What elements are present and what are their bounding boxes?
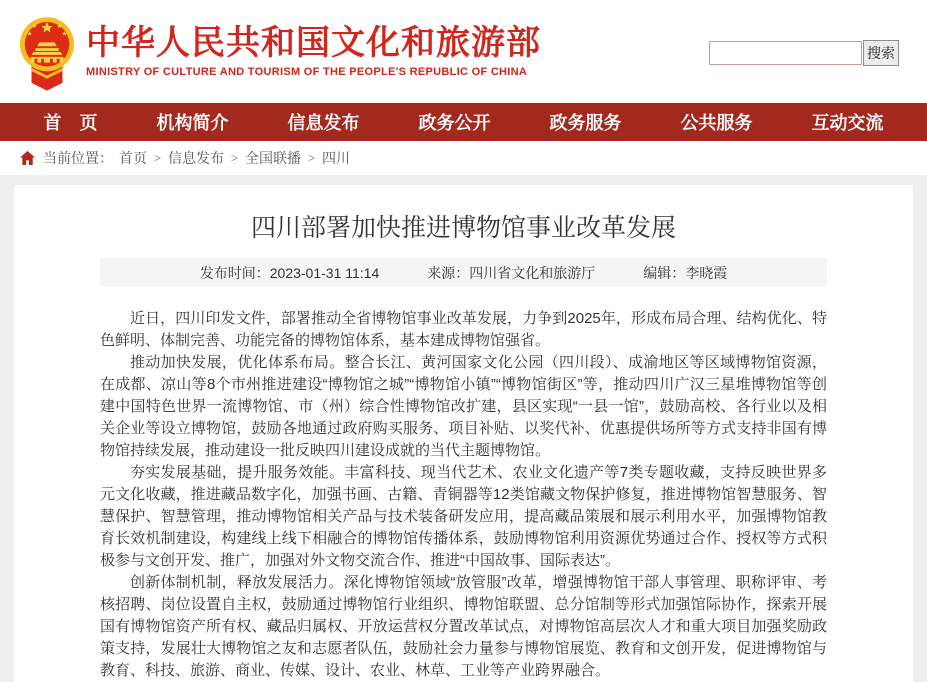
breadcrumb-national-broadcast[interactable]: 全国联播 — [245, 150, 302, 166]
search-box — [709, 40, 899, 66]
breadcrumb-separator: > — [154, 151, 162, 165]
article-inner — [100, 213, 827, 682]
article-paragraph: 夯实发展基础，提升服务效能。丰富科技、现当代艺术、农业文化遗产等7类专题收藏，支持反映世界多元文化收藏，推进藏品数字化，加强书画、古籍、青铜器等12类馆藏文物保护修复，推进博物馆智慧服务、智慧保护、智慧管理，推动博物馆相关产品与技术装备研发应用，提高藏品策展和展示利用水平，加强博物馆教育长效机制建设，构建线上线下相融合的博物馆传播体系，鼓励博物馆利用资源优势通过合作、授权等方式积极参与文创开发、推广，加强对外文物交流合作、推进“中国故事、国际表达”。 — [100, 464, 827, 569]
nav-item-news[interactable]: 信息发布 — [287, 113, 360, 133]
article-source — [427, 263, 595, 283]
breadcrumb-news[interactable]: 信息发布 — [168, 150, 225, 166]
site-header — [0, 0, 927, 103]
publish-time — [200, 263, 380, 283]
nav-item-gov-openness[interactable]: 政务公开 — [418, 113, 491, 133]
nav-item-home[interactable]: 首 页 — [43, 113, 98, 133]
national-emblem-icon — [18, 13, 76, 91]
article-source-value: 四川省文化和旅游厅 — [469, 264, 596, 281]
article-title: 四川部署加快推进博物馆事业改革发展 — [250, 214, 676, 242]
home-icon — [20, 151, 35, 165]
article-editor-label: 编辑： — [643, 264, 686, 281]
article-container — [14, 185, 913, 682]
breadcrumb — [0, 141, 927, 175]
site-logo[interactable] — [18, 13, 541, 91]
breadcrumb-separator: > — [308, 151, 316, 165]
article-paragraph: 创新体制机制，释放发展活力。深化博物馆领域“放管服”改革，增强博物馆干部人事管理、职称评审、考核招聘、岗位设置自主权，鼓励通过博物馆行业组织、博物馆联盟、总分馆制等形式加强馆际协作，探索开展国有博物馆资产所有权、藏品归属权、开放运营权分置改革试点，对博物馆高层次人才和重大项目加强奖励政策支持，发展壮大博物馆之友和志愿者队伍，鼓励社会力量参与博物馆展览、教育和文创开发，促进博物馆与教育、科技、旅游、商业、传媒、设计、农业、林草、工业等产业跨界融合。 — [100, 574, 827, 679]
publish-time-value: 2023-01-31 11:14 — [269, 264, 380, 281]
site-subtitle: MINISTRY OF CULTURE AND TOURISM OF THE PEOPLE'S REPUBLIC OF CHINA — [86, 66, 528, 79]
article-editor — [643, 263, 727, 283]
nav-item-about[interactable]: 机构简介 — [156, 113, 229, 133]
article-paragraph: 推动加快发展，优化体系布局。整合长江、黄河国家文化公园（四川段）、成渝地区等区域博物馆资源，在成都、凉山等8个市州推进建设“博物馆之城”“博物馆小镇”“博物馆街区”等，推动四川广汉三星堆博物馆等创建中国特色世界一流博物馆、市（州）综合性博物馆改扩建，县区实现“一县一馆”，鼓励高校、各行业以及相关企业等设立博物馆，鼓励各地通过政府购买服务、项目补贴、以奖代补、优惠提供场所等方式支持非国有博物馆持续发展，推动建设一批反映四川建设成就的当代主题博物馆。 — [100, 354, 827, 459]
article-editor-value: 李晓霞 — [685, 264, 728, 281]
article-source-label: 来源： — [427, 264, 470, 281]
breadcrumb-separator: > — [231, 151, 239, 165]
search-button[interactable]: 搜索 — [863, 40, 899, 66]
breadcrumb-sichuan[interactable]: 四川 — [322, 150, 351, 166]
publish-time-label: 发布时间： — [199, 264, 270, 281]
article-body — [100, 308, 827, 682]
breadcrumb-label: 当前位置： — [43, 150, 113, 166]
nav-item-public-services[interactable]: 公共服务 — [680, 113, 753, 133]
article-paragraph: 近日，四川印发文件，部署推动全省博物馆事业改革发展，力争到2025年，形成布局合理、结构优化、特色鲜明、体制完善、功能完备的博物馆体系，基本建成博物馆强省。 — [100, 310, 827, 349]
article-meta-bar — [100, 258, 827, 287]
nav-item-gov-services[interactable]: 政务服务 — [549, 113, 622, 133]
main-nav — [0, 103, 927, 141]
search-input[interactable] — [709, 41, 862, 65]
site-title-block — [86, 25, 541, 78]
site-title: 中华人民共和国文化和旅游部 — [86, 23, 541, 62]
breadcrumb-home[interactable]: 首页 — [119, 150, 147, 166]
nav-item-interaction[interactable]: 互动交流 — [811, 113, 884, 133]
